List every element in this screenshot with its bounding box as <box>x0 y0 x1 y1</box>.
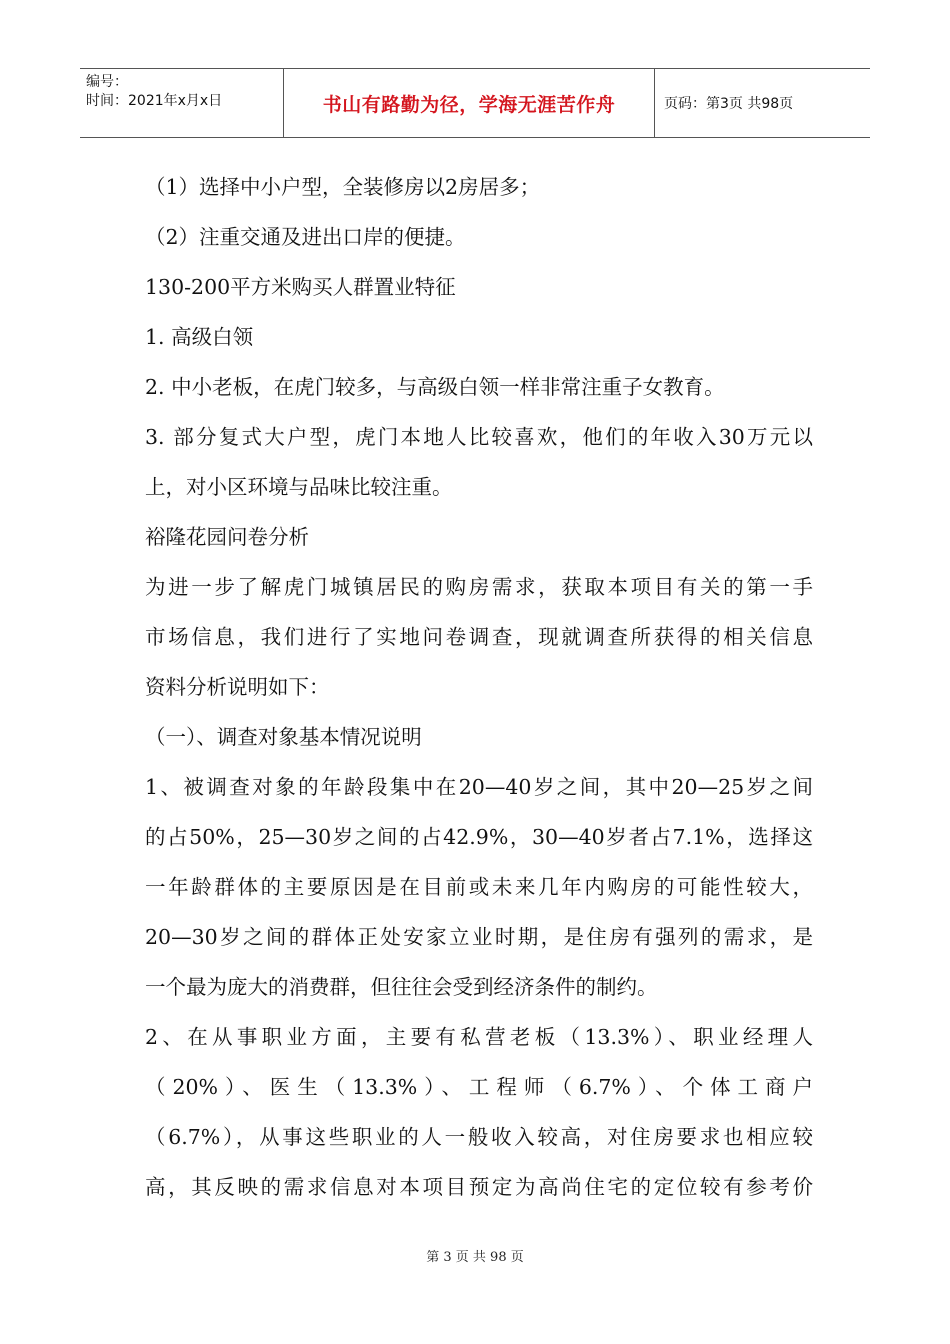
document-body <box>145 162 813 1212</box>
paragraph-line: 20—30岁之间的群体正处安家立业时期，是住房有强列的需求，是 <box>145 925 813 949</box>
section-heading: 130-200平方米购买人群置业特征 <box>145 275 456 299</box>
paragraph-line: 资料分析说明如下： <box>145 675 330 699</box>
header-page-info: 页码：第3页 共98页 <box>664 96 794 112</box>
paragraph-line: 3. 部分复式大户型，虎门本地人比较喜欢，他们的年收入30万元以 <box>145 425 813 449</box>
paragraph-line: 的占50%，25—30岁之间的占42.9%，30—40岁者占7.1%，选择这 <box>145 825 813 849</box>
section-heading: （一）、调查对象基本情况说明 <box>145 725 422 749</box>
list-item: （1）选择中小户型，全装修房以2房居多； <box>145 175 541 199</box>
list-item: 2. 中小老板，在虎门较多，与高级白领一样非常注重子女教育。 <box>145 375 725 399</box>
page-footer: 第 3 页 共 98 页 <box>426 1250 524 1265</box>
paragraph-line: 一年龄群体的主要原因是在目前或未来几年内购房的可能性较大， <box>145 875 813 899</box>
list-item: （2）注重交通及进出口岸的便捷。 <box>145 225 466 249</box>
header-divider <box>654 69 655 137</box>
paragraph-line: （20%）、医生（13.3%）、工程师（6.7%）、个体工商户 <box>145 1075 813 1099</box>
paragraph-line: 上，对小区环境与品味比较注重。 <box>145 475 453 499</box>
document-header <box>80 68 870 138</box>
paragraph-line: 一个最为庞大的消费群，但往往会受到经济条件的制约。 <box>145 975 658 999</box>
header-meta <box>86 73 222 111</box>
paragraph-line: 2、在从事职业方面，主要有私营老板（13.3%）、职业经理人 <box>145 1025 813 1049</box>
section-heading: 裕隆花园问卷分析 <box>145 525 309 549</box>
paragraph-line: 市场信息，我们进行了实地问卷调查，现就调查所获得的相关信息 <box>145 625 813 649</box>
paragraph-line: 为进一步了解虎门城镇居民的购房需求，获取本项目有关的第一手 <box>145 575 813 599</box>
paragraph-line: （6.7%），从事这些职业的人一般收入较高，对住房要求也相应较 <box>145 1125 813 1149</box>
document-date: 时间：2021年x月x日 <box>86 93 223 109</box>
header-motto: 书山有路勤为径，学海无涯苦作舟 <box>322 93 616 116</box>
paragraph-line: 高，其反映的需求信息对本项目预定为高尚住宅的定位较有参考价 <box>145 1175 813 1199</box>
list-item: 1. 高级白领 <box>145 325 254 349</box>
document-number-label: 编号： <box>86 74 128 90</box>
paragraph-line: 1、被调查对象的年龄段集中在20—40岁之间，其中20—25岁之间 <box>145 775 813 799</box>
